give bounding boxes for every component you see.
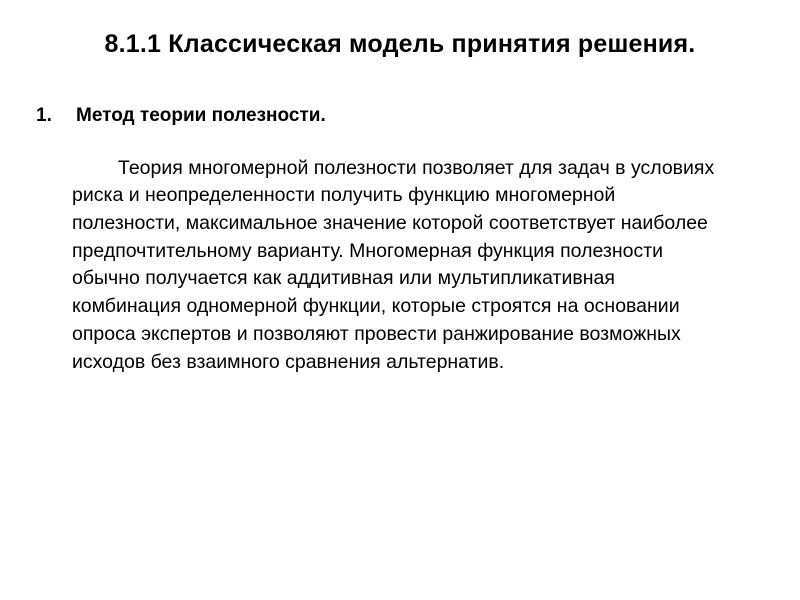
list-item xyxy=(36,104,722,129)
body-paragraph: Теория многомерной полезности позволяет для задач в условиях риска и неопределенности получить функцию многомерной полезности, максимальное значение которой соответствует наиболее предпочтительному варианту. Многомерная функция полезности обычно получается как аддитивная или мультипликативная комбинация одномерной функции, которые строятся на основании опроса экспертов и позволяют провести ранжирование возможных исходов без взаимного сравнения альтернатив. xyxy=(72,156,715,373)
list-item-label: Метод теории полезности. xyxy=(76,105,326,126)
slide-title: 8.1.1 Классическая модель принятия решения. xyxy=(104,30,696,58)
slide-body xyxy=(36,104,722,376)
list-item-marker: 1. xyxy=(36,105,52,126)
